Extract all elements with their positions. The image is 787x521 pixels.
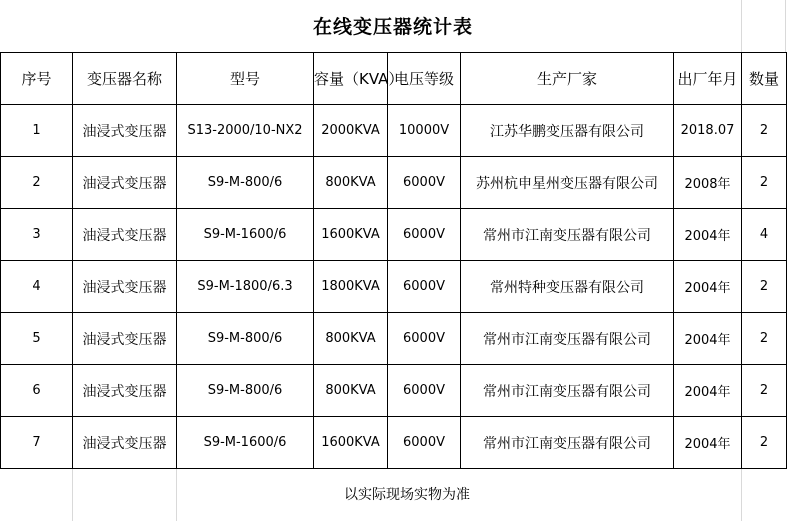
cell-qty[interactable]: 4 [742, 209, 787, 261]
cell-qty[interactable]: 2 [742, 417, 787, 469]
header-voltage[interactable]: 电压等级 [388, 53, 461, 105]
cell-qty[interactable]: 2 [742, 261, 787, 313]
cell-qty[interactable]: 2 [742, 105, 787, 157]
header-seq[interactable]: 序号 [1, 53, 73, 105]
cell-seq[interactable]: 2 [1, 157, 73, 209]
table-row [1, 261, 787, 313]
header-maker[interactable]: 生产厂家 [461, 53, 674, 105]
cell-date[interactable]: 2004年 [674, 209, 742, 261]
cell-name[interactable]: 油浸式变压器 [73, 417, 177, 469]
grid-line [741, 469, 742, 521]
cell-name[interactable]: 油浸式变压器 [73, 313, 177, 365]
cell-capacity[interactable]: 800KVA [314, 157, 388, 209]
cell-date[interactable]: 2018.07 [674, 105, 742, 157]
cell-seq[interactable]: 6 [1, 365, 73, 417]
cell-model[interactable]: S9-M-1600/6 [177, 417, 314, 469]
cell-capacity[interactable]: 1600KVA [314, 209, 388, 261]
table-row [1, 209, 787, 261]
cell-capacity[interactable]: 800KVA [314, 365, 388, 417]
cell-model[interactable]: S9-M-1600/6 [177, 209, 314, 261]
header-row [1, 53, 787, 105]
cell-capacity[interactable]: 1600KVA [314, 417, 388, 469]
footer-row [0, 469, 786, 521]
cell-date[interactable]: 2004年 [674, 365, 742, 417]
header-name[interactable]: 变压器名称 [73, 53, 177, 105]
cell-maker[interactable]: 常州市江南变压器有限公司 [461, 209, 674, 261]
cell-name[interactable]: 油浸式变压器 [73, 157, 177, 209]
cell-model[interactable]: S9-M-800/6 [177, 157, 314, 209]
cell-seq[interactable]: 5 [1, 313, 73, 365]
footer-empty-cell[interactable] [0, 469, 73, 521]
header-date[interactable]: 出厂年月 [674, 53, 742, 105]
cell-voltage[interactable]: 6000V [388, 365, 461, 417]
cell-voltage[interactable]: 6000V [388, 209, 461, 261]
cell-qty[interactable]: 2 [742, 313, 787, 365]
cell-maker[interactable]: 常州市江南变压器有限公司 [461, 417, 674, 469]
cell-voltage[interactable]: 6000V [388, 261, 461, 313]
cell-model[interactable]: S9-M-800/6 [177, 313, 314, 365]
cell-model[interactable]: S9-M-1800/6.3 [177, 261, 314, 313]
table-row [1, 157, 787, 209]
transformer-table [0, 52, 787, 469]
cell-capacity[interactable]: 800KVA [314, 313, 388, 365]
cell-model[interactable]: S9-M-800/6 [177, 365, 314, 417]
page-title: 在线变压器统计表 [312, 16, 473, 38]
footer-note[interactable]: 以实际现场实物为准 [344, 487, 470, 503]
cell-date[interactable]: 2004年 [674, 261, 742, 313]
cell-capacity[interactable]: 1800KVA [314, 261, 388, 313]
cell-maker[interactable]: 江苏华鹏变压器有限公司 [461, 105, 674, 157]
cell-seq[interactable]: 1 [1, 105, 73, 157]
cell-voltage[interactable]: 6000V [388, 417, 461, 469]
cell-seq[interactable]: 7 [1, 417, 73, 469]
cell-name[interactable]: 油浸式变压器 [73, 365, 177, 417]
cell-qty[interactable]: 2 [742, 365, 787, 417]
cell-model[interactable]: S13-2000/10-NX2 [177, 105, 314, 157]
cell-maker[interactable]: 常州特种变压器有限公司 [461, 261, 674, 313]
cell-name[interactable]: 油浸式变压器 [73, 105, 177, 157]
cell-date[interactable]: 2004年 [674, 313, 742, 365]
cell-capacity[interactable]: 2000KVA [314, 105, 388, 157]
header-capacity[interactable]: 容量（KVA） [314, 53, 388, 105]
cell-date[interactable]: 2008年 [674, 157, 742, 209]
cell-voltage[interactable]: 10000V [388, 105, 461, 157]
table-row [1, 105, 787, 157]
header-model[interactable]: 型号 [177, 53, 314, 105]
cell-seq[interactable]: 3 [1, 209, 73, 261]
cell-maker[interactable]: 常州市江南变压器有限公司 [461, 313, 674, 365]
table-row [1, 365, 787, 417]
cell-maker[interactable]: 苏州杭申星州变压器有限公司 [461, 157, 674, 209]
cell-date[interactable]: 2004年 [674, 417, 742, 469]
cell-name[interactable]: 油浸式变压器 [73, 261, 177, 313]
header-qty[interactable]: 数量 [742, 53, 787, 105]
cell-seq[interactable]: 4 [1, 261, 73, 313]
cell-maker[interactable]: 常州市江南变压器有限公司 [461, 365, 674, 417]
cell-voltage[interactable]: 6000V [388, 157, 461, 209]
cell-name[interactable]: 油浸式变压器 [73, 209, 177, 261]
cell-voltage[interactable]: 6000V [388, 313, 461, 365]
table-row [1, 417, 787, 469]
cell-qty[interactable]: 2 [742, 157, 787, 209]
table-row [1, 313, 787, 365]
